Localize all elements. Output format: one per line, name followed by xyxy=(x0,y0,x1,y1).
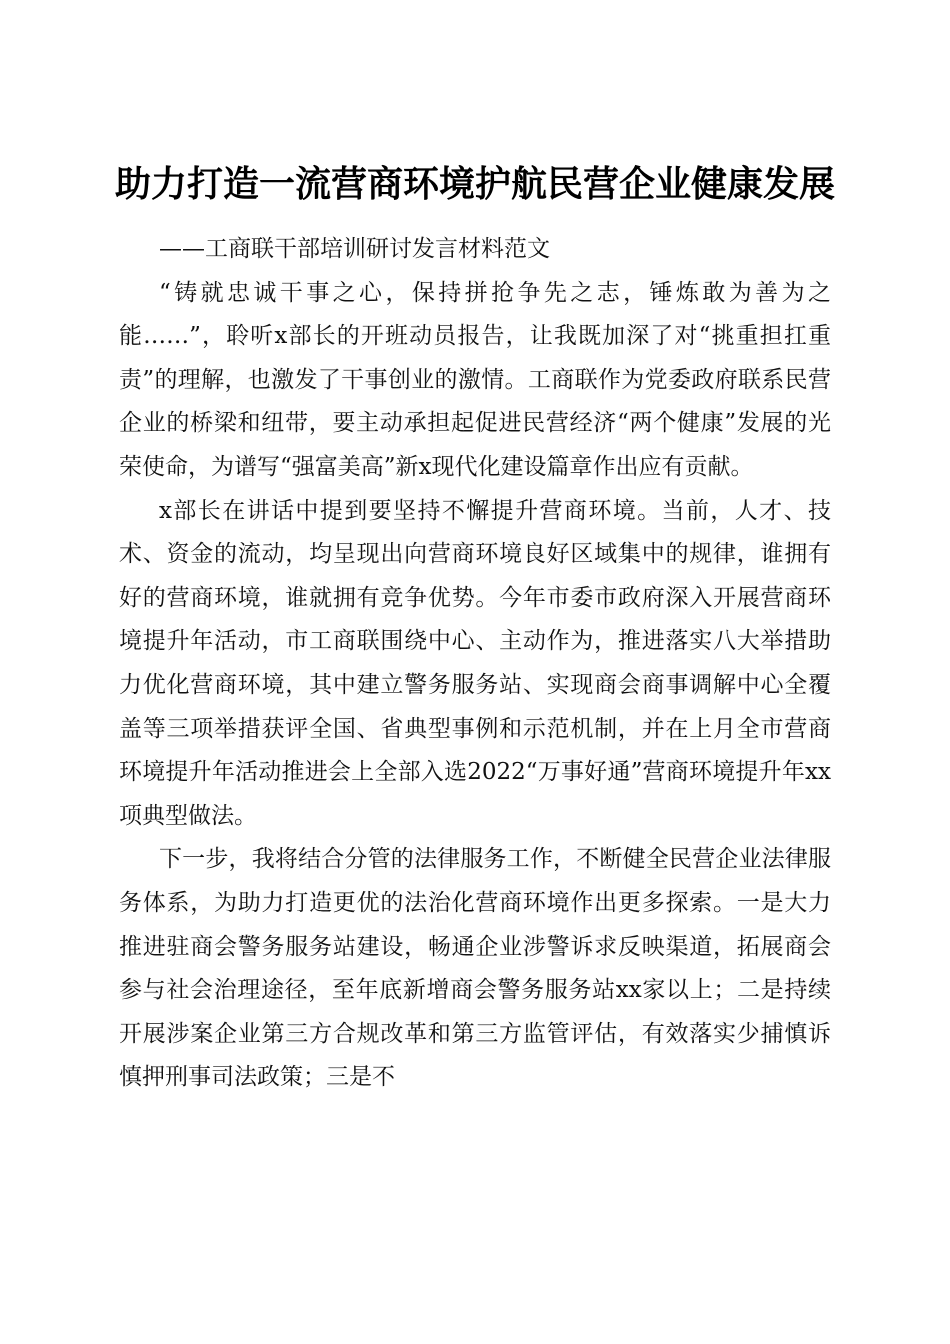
document-body xyxy=(119,228,831,1100)
document-subtitle: ——工商联干部培训研讨发言材料范文 xyxy=(159,236,550,262)
paragraph-1: “铸就忠诚干事之心，保持拼抢争先之志，锤炼敢为善为之能……”，聆听x部长的开班动员报告，让我既加深了对“挑重担扛重责”的理解，也激发了干事创业的激情。工商联作为党委政府联系民营企业的桥梁和纽带，要主动承担起促进民营经济“两个健康”发展的光荣使命，为谱写“强富美高”新x现代化建设篇章作出应有贡献。 xyxy=(119,279,831,480)
document-title: 助力打造一流营商环境护航民营企业健康发展 xyxy=(114,163,835,206)
paragraph-2: x部长在讲话中提到要坚持不懈提升营商环境。当前，人才、技术、资金的流动，均呈现出向营商环境良好区域集中的规律，谁拥有好的营商环境，谁就拥有竞争优势。今年市委市政府深入开展营商环境提升年活动，市工商联围绕中心、主动作为，推进落实八大举措助力优化营商环境，其中建立警务服务站、实现商会商事调解中心全覆盖等三项举措获评全国、省典型事例和示范机制，并在上月全市营商环境提升年活动推进会上全部入选2022“万事好通”营商环境提升年xx项典型做法。 xyxy=(119,497,831,829)
paragraph-3: 下一步，我将结合分管的法律服务工作，不断健全民营企业法律服务体系，为助力打造更优的法治化营商环境作出更多探索。一是大力推进驻商会警务服务站建设，畅通企业涉警诉求反映渠道，拓展商会参与社会治理途径，至年底新增商会警务服务站xx家以上；二是持续开展涉案企业第三方合规改革和第三方监管评估，有效落实少捕慎诉慎押刑事司法政策；三是不 xyxy=(119,846,831,1091)
